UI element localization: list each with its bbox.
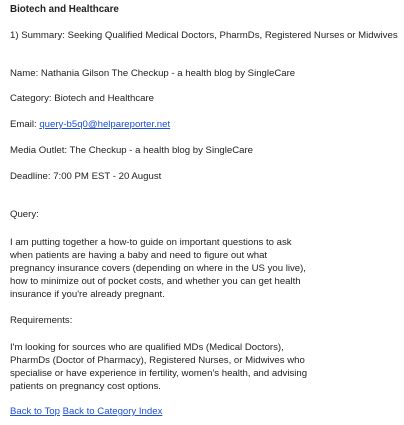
requirements-label: Requirements: — [10, 315, 73, 326]
query-text: I am putting together a how-to guide on important questions to ask when patients are having a baby and need to figure out what pregnancy insurance covers (depending on where in the US you live), how to minimize out of pocket costs, and whether you can get health insurance if you're already pregnant. — [10, 237, 306, 300]
category-heading: Biotech and Healthcare — [10, 4, 119, 15]
query-label: Query: — [10, 209, 39, 220]
email-label: Email: — [10, 119, 40, 130]
deadline-line: Deadline: 7:00 PM EST - 20 August — [10, 171, 162, 182]
category-line: Category: Biotech and Healthcare — [10, 93, 154, 104]
requirements-text: I'm looking for sources who are qualified MDs (Medical Doctors), PharmDs (Doctor of Pharmacy), Registered Nurses, or Midwives who specialise or have experience in fertility, women's health, and advising patients on pregnancy cost options. — [10, 342, 308, 392]
email-link[interactable]: query-b5q0@helpareporter.net — [39, 119, 171, 130]
name-line: Name: Nathania Gilson The Checkup - a health blog by SingleCare — [10, 68, 296, 79]
back-to-top-link[interactable]: Back to Top — [10, 406, 60, 417]
summary-line: 1) Summary: Seeking Qualified Medical Doctors, PharmDs, Registered Nurses or Midwives — [10, 30, 398, 41]
footer-links — [10, 406, 162, 417]
media-outlet-line: Media Outlet: The Checkup - a health blog by SingleCare — [10, 145, 254, 156]
email-line — [10, 119, 170, 130]
back-to-category-index-link[interactable]: Back to Category Index — [62, 406, 163, 417]
